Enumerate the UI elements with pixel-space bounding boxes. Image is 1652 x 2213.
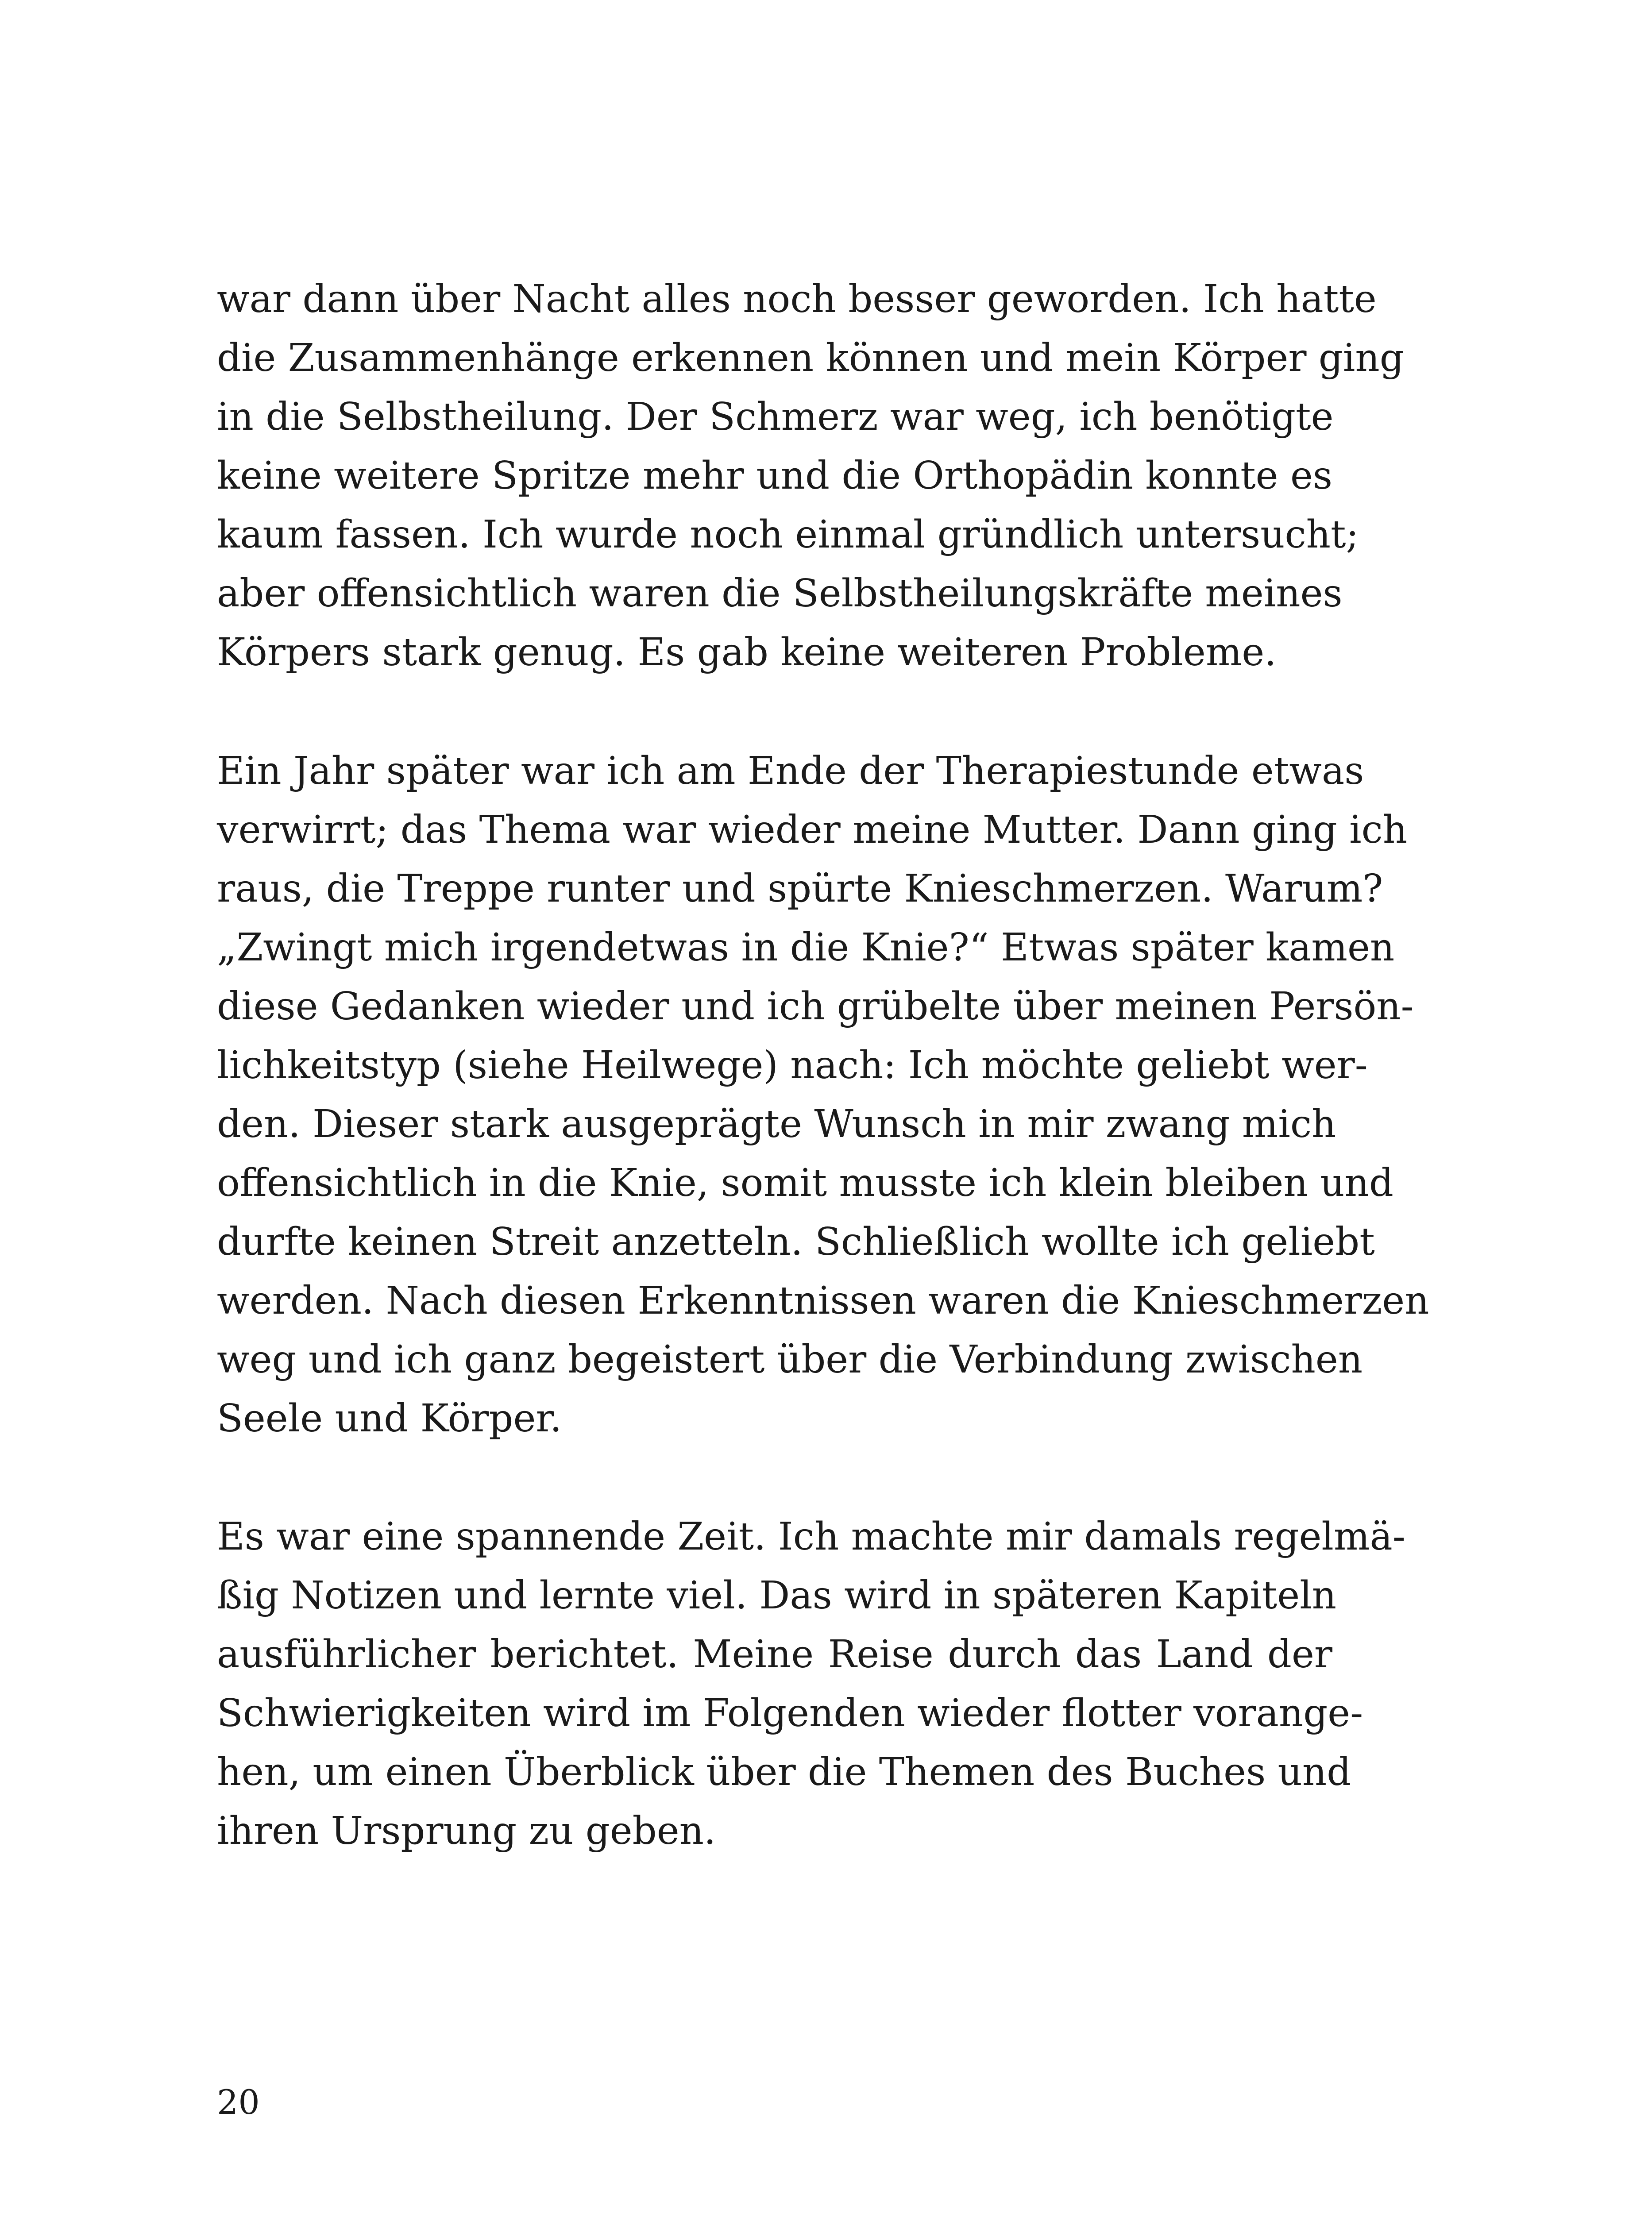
text-line: den. Dieser stark ausgeprägte Wunsch in mir zwang mich (217, 1102, 1336, 1146)
page-number: 20 (217, 2082, 260, 2122)
text-line: diese Gedanken wieder und ich grübelte über meinen Persön- (217, 984, 1414, 1029)
text-line: raus, die Treppe runter und spürte Knieschmerzen. Warum? (217, 867, 1383, 911)
text-line: Schwierigkeiten wird im Folgenden wieder flotter vorange- (217, 1691, 1363, 1735)
text-line: war dann über Nacht alles noch besser geworden. Ich hatte (217, 277, 1377, 321)
paragraph-3 (217, 1507, 1405, 1861)
text-line: lichkeitstyp (siehe Heilwege) nach: Ich möchte geliebt wer- (217, 1043, 1368, 1087)
text-line: Seele und Körper. (217, 1396, 562, 1441)
text-line: Ein Jahr später war ich am Ende der Therapiestunde etwas (217, 749, 1364, 793)
text-line: ihren Ursprung zu geben. (217, 1809, 716, 1853)
text-line: „Zwingt mich irgendetwas in die Knie?“ Etwas später kamen (217, 925, 1395, 970)
text-line: werden. Nach diesen Erkenntnissen waren die Knieschmerzen (217, 1279, 1429, 1323)
text-line: ausführlicher berichtet. Meine Reise durch das Land der (217, 1632, 1332, 1677)
paragraph-2 (217, 742, 1429, 1448)
text-line: ßig Notizen und lernte viel. Das wird in späteren Kapiteln (217, 1573, 1336, 1618)
text-line: durfte keinen Streit anzetteln. Schließlich wollte ich geliebt (217, 1220, 1375, 1264)
text-line: die Zusammenhänge erkennen können und mein Körper ging (217, 336, 1404, 380)
text-line: weg und ich ganz begeistert über die Verbindung zwischen (217, 1338, 1363, 1382)
paragraph-1 (217, 270, 1404, 682)
text-line: Körpers stark genug. Es gab keine weiteren Probleme. (217, 630, 1277, 675)
text-line: verwirrt; das Thema war wieder meine Mutter. Dann ging ich (217, 808, 1408, 852)
text-line: offensichtlich in die Knie, somit musste ich klein bleiben und (217, 1161, 1393, 1205)
text-line: Es war eine spannende Zeit. Ich machte mir damals regelmä- (217, 1515, 1405, 1559)
text-line: kaum fassen. Ich wurde noch einmal gründlich untersucht; (217, 513, 1359, 557)
text-line: aber offensichtlich waren die Selbstheilungskräfte meines (217, 571, 1343, 616)
text-line: keine weitere Spritze mehr und die Orthopädin konnte es (217, 454, 1332, 498)
text-line: hen, um einen Überblick über die Themen des Buches und (217, 1750, 1351, 1794)
text-line: in die Selbstheilung. Der Schmerz war weg, ich benötigte (217, 395, 1334, 439)
